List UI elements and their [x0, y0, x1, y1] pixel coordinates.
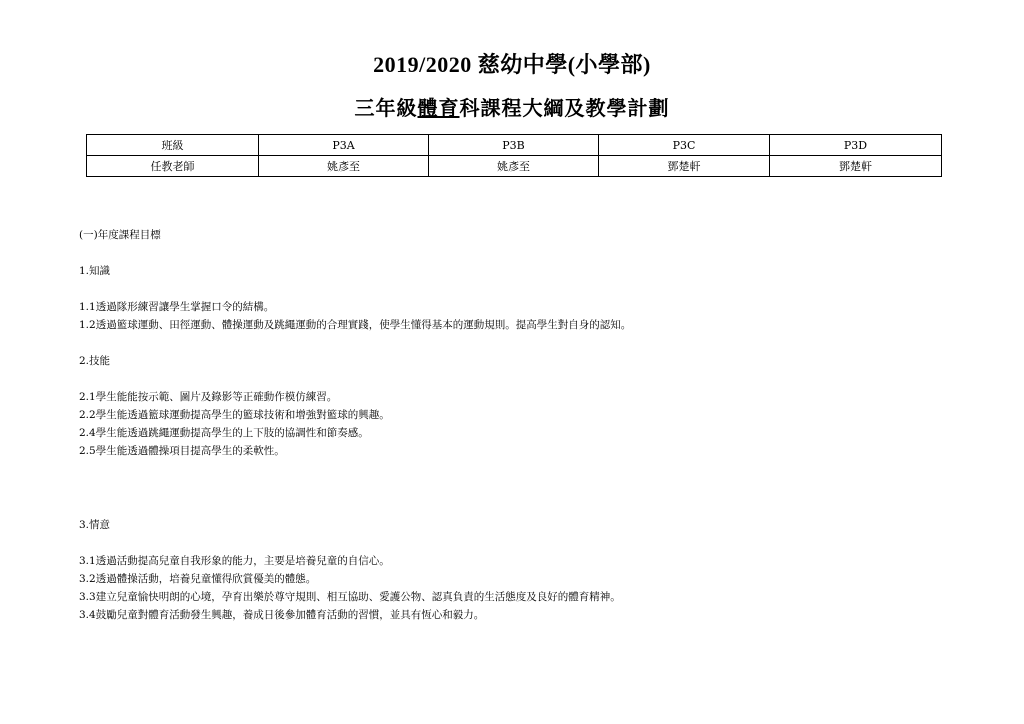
- table-header-cell: P3B: [429, 135, 599, 156]
- table-header-cell: 班級: [87, 135, 259, 156]
- list-item: 2.4學生能透過跳繩運動提高學生的上下肢的協調性和節奏感。: [79, 427, 369, 439]
- list-item: 1.2透過籃球運動、田徑運動、體操運動及跳繩運動的合理實踐，使學生懂得基本的運動規則。提高學生對自身的認知。: [79, 319, 632, 331]
- table-cell: 鄧楚軒: [770, 156, 942, 177]
- subtitle-prefix: 三年級: [354, 96, 418, 120]
- table-cell: 姚彥至: [429, 156, 599, 177]
- list-item: 3.2透過體操活動，培養兒童懂得欣賞優美的體態。: [79, 573, 317, 585]
- table-cell: 姚彥至: [259, 156, 429, 177]
- page-title: 2019/2020 慈幼中學(小學部): [373, 52, 651, 77]
- list-item: 2.2學生能透過籃球運動提高學生的籃球技術和增強對籃球的興趣。: [79, 409, 390, 421]
- list-item: 3.4鼓勵兒童對體育活動發生興趣，養成日後參加體育活動的習慣，並具有恆心和毅力。: [79, 609, 485, 621]
- table-header-cell: P3C: [599, 135, 770, 156]
- list-item: 3.1透過活動提高兒童自我形象的能力，主要是培養兒童的自信心。: [79, 555, 390, 567]
- table-cell: 鄧楚軒: [599, 156, 770, 177]
- section-title-skills: 2.技能: [79, 355, 111, 367]
- course-objectives: [79, 226, 959, 624]
- list-item: 2.1學生能能按示範、圖片及錄影等正確動作模仿練習。: [79, 391, 338, 403]
- table-row: [87, 156, 942, 177]
- table-cell: 任教老師: [87, 156, 259, 177]
- section-title-knowledge: 1.知識: [79, 265, 111, 277]
- table-header-cell: P3D: [770, 135, 942, 156]
- subtitle-suffix: 科課程大綱及教學計劃: [459, 96, 670, 120]
- list-item: 3.3建立兒童愉快明朗的心境，孕育出樂於尊守規則、相互協助、愛護公物、認真負責的生活態度及良好的體育精神。: [79, 591, 621, 603]
- table-row: [87, 135, 942, 156]
- class-teacher-table: [86, 134, 942, 177]
- page-subtitle: [0, 92, 1024, 121]
- list-item: 2.5學生能透過體操項目提高學生的柔軟性。: [79, 445, 285, 457]
- list-item: 1.1透過隊形練習讓學生掌握口令的結構。: [79, 301, 275, 313]
- section-heading: (一)年度課程目標: [79, 229, 161, 241]
- table-header-cell: P3A: [259, 135, 429, 156]
- subtitle-subject: 體育: [417, 96, 460, 120]
- section-title-attitude: 3.情意: [79, 519, 111, 531]
